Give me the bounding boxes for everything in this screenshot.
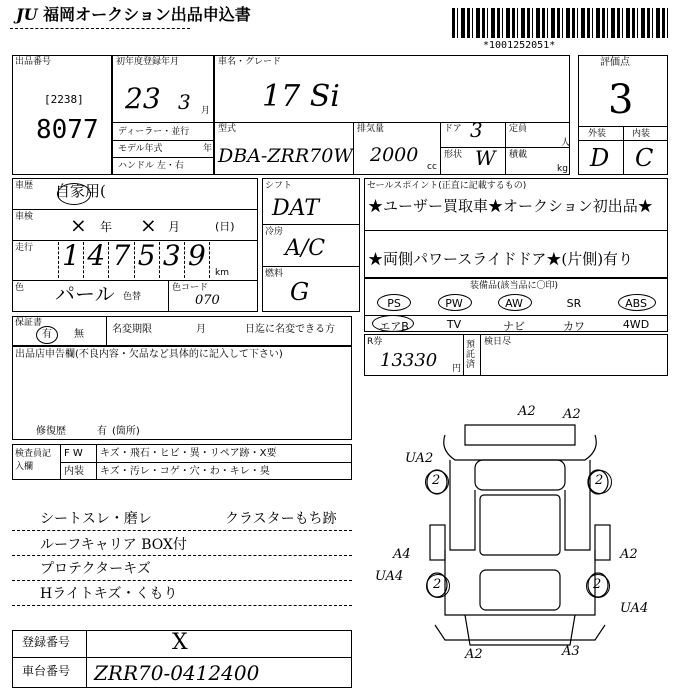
shift-label: シフト	[265, 181, 293, 191]
inspector-label: 検査員記入欄	[15, 449, 52, 472]
divider	[214, 122, 570, 123]
displacement-label: 排気量	[357, 124, 385, 134]
year-label: 初年度登録年月	[116, 57, 180, 67]
divider	[12, 657, 352, 658]
mileage-unit: km	[215, 268, 229, 278]
divider	[262, 266, 360, 267]
color-label: 色	[15, 283, 25, 293]
damage-mark: A2	[620, 547, 638, 562]
damage-circle	[425, 470, 449, 494]
damage-mark: 2	[433, 577, 442, 592]
equip-airbag: エアB	[379, 320, 409, 333]
divider	[463, 334, 464, 376]
door-label: ドア	[444, 124, 462, 134]
recycle-value: 13330	[380, 350, 438, 371]
warranty-yes: 有	[42, 329, 52, 340]
sales-label: セールスポイント(正直に記載するもの)	[367, 181, 527, 191]
damage-circle	[588, 470, 612, 494]
divider	[112, 140, 214, 141]
aw-circle	[498, 294, 532, 311]
title-text: 福岡オークション出品申込書	[43, 5, 251, 24]
damage-mark: A2	[465, 647, 483, 662]
shift-value: DAT	[272, 196, 319, 221]
ju-logo: JU	[16, 5, 38, 24]
divider	[112, 122, 214, 123]
report-label: 出品店申告欄(不良内容・欠品など具体的に記入して下さい)	[15, 349, 283, 360]
int-label: 内装	[64, 466, 84, 477]
usage-label: 車歴	[15, 181, 34, 191]
damage-mark: A2	[518, 404, 536, 419]
recycle-deposit: 預託済	[466, 340, 476, 370]
grade-ext-label: 外装	[588, 129, 607, 139]
divider	[12, 605, 352, 606]
divider	[440, 122, 441, 175]
divider	[480, 334, 481, 376]
model-year-label: モデル年式	[118, 144, 163, 154]
divider	[364, 230, 668, 231]
car-diagram	[395, 400, 635, 670]
damage-mark: A3	[562, 644, 580, 659]
divider	[12, 209, 258, 210]
int-items: キズ・汚レ・コゲ・穴・わ・キレ・臭	[100, 466, 270, 477]
chassis-label: 車台番号	[22, 664, 71, 678]
warranty-label: 保証書	[15, 318, 43, 328]
usage-circle	[57, 183, 91, 205]
handle-label: ハンドル 左・右	[118, 161, 184, 171]
inspection-label: 車検	[15, 212, 34, 222]
inspection-month: ×	[140, 213, 157, 237]
divider	[60, 462, 352, 463]
damage-mark: UA4	[620, 601, 649, 616]
damage-mark: UA2	[405, 451, 434, 466]
equip-tv: TV	[446, 318, 462, 331]
maint-label: 名変期限	[112, 324, 152, 335]
equip-sr: SR	[566, 297, 582, 310]
damage-mark: A4	[393, 547, 411, 562]
mileage-digit: 4	[83, 242, 108, 278]
damage-mark: A2	[563, 407, 581, 422]
lot-sub: [2238]	[44, 93, 84, 106]
divider	[12, 555, 352, 556]
history-label: 修復歴	[36, 426, 66, 437]
equip-abs: ABS	[625, 297, 647, 310]
note-5: Hライトキズ・くもり	[40, 586, 178, 602]
grade-ext: D	[590, 144, 610, 172]
ac-value: A/C	[285, 236, 326, 261]
mileage-digit: 7	[108, 242, 133, 278]
fw-label: F W	[64, 448, 83, 459]
capacity-label: 定員	[509, 124, 528, 134]
equip-pw: PW	[445, 297, 463, 310]
equip-4wd: 4WD	[622, 318, 650, 331]
divider	[86, 630, 87, 688]
sales-line2: ★両側パワースライドドア★(片側)有り	[368, 250, 634, 268]
history-value: 有	[97, 426, 107, 437]
inspection-year-unit: 年	[100, 220, 113, 234]
divider	[364, 315, 668, 316]
mileage-digit: 3	[159, 242, 184, 278]
year-month: 3	[178, 90, 191, 114]
mileage-digit: 1	[58, 242, 83, 278]
maint-note: 日迄に名変できる方	[245, 324, 335, 335]
divider	[10, 28, 190, 29]
recycle-unit: 円	[452, 364, 462, 374]
divider	[12, 280, 258, 281]
name-label: 車名・グレード	[218, 57, 282, 67]
divider	[12, 530, 352, 531]
damage-circle	[426, 574, 450, 598]
equip-navi: ナビ	[503, 320, 525, 333]
registration-label: 登録番号	[22, 635, 71, 649]
capacity-unit: 人	[561, 138, 571, 148]
grade-label: 評価点	[600, 57, 630, 68]
divider	[96, 444, 97, 480]
divider	[578, 140, 668, 141]
divider	[262, 224, 360, 225]
mileage-digit: 5	[134, 242, 159, 278]
note-4: プロテクターキズ	[40, 561, 151, 577]
lot-number: 8077	[36, 115, 99, 145]
color-code-label: 色コード	[172, 283, 209, 293]
mileage-digit: 9	[184, 242, 210, 278]
damage-mark: UA4	[375, 569, 404, 584]
door-value: 3	[470, 118, 483, 142]
damage-mark: 2	[432, 473, 441, 488]
airbag-circle	[372, 315, 414, 332]
type-value: DBA-ZRR70W	[218, 145, 353, 167]
barcode-number: *1001252051*	[483, 40, 556, 51]
divider	[505, 122, 506, 175]
recycle-date-label: 検日尽	[484, 337, 512, 347]
sales-line1: ★ユーザー買取車★オークション初出品★	[368, 197, 653, 215]
divider	[112, 157, 214, 158]
load-label: 積載	[509, 150, 528, 160]
chassis-value: ZRR70-0412400	[94, 661, 260, 685]
year-month-unit: 月	[201, 106, 211, 116]
lot-label: 出品番号	[15, 57, 52, 67]
shape-value: W	[475, 146, 496, 170]
shape-label: 形状	[444, 150, 463, 160]
divider	[353, 122, 354, 175]
divider	[12, 240, 258, 241]
fw-items: キズ・飛石・ヒビ・異・リペア跡・X要	[100, 448, 277, 459]
inspection-month-unit: 月	[168, 220, 181, 234]
maint-unit: 月	[196, 324, 206, 335]
color-value: パール	[55, 282, 115, 306]
color-code: 070	[195, 293, 220, 308]
inspection-year: ×	[70, 213, 87, 237]
note-1: シートスレ・磨レ	[40, 511, 152, 527]
form-title	[16, 2, 251, 25]
fuel-value: G	[290, 278, 310, 306]
divider	[12, 580, 352, 581]
ps-circle	[377, 294, 411, 311]
damage-mark: 2	[593, 577, 602, 592]
mileage-digits	[58, 239, 210, 278]
ac-label: 冷房	[265, 227, 284, 237]
load-unit: kg	[557, 164, 568, 174]
grade-value: 3	[608, 77, 634, 123]
divider	[623, 126, 624, 175]
warranty-circle	[36, 326, 58, 344]
dealer-label: ディーラー・並行	[118, 127, 190, 137]
equip-aw: AW	[505, 297, 523, 310]
registration-value: X	[172, 630, 188, 655]
note-3: ルーフキャリア BOX付	[40, 537, 187, 553]
displacement-value: 2000	[370, 144, 419, 166]
equip-leather: カワ	[563, 320, 585, 333]
inspection-day-unit: (日)	[215, 220, 235, 233]
note-2: クラスターもち跡	[225, 511, 337, 527]
recycle-label: R券	[367, 337, 383, 347]
grade-int: C	[635, 144, 654, 172]
damage-mark: 2	[595, 473, 604, 488]
warranty-no: 無	[74, 329, 84, 340]
usage-value: 自家用(	[55, 182, 106, 200]
mileage-label: 走行	[15, 243, 34, 253]
model-year-unit: 年	[203, 144, 213, 154]
damage-circle	[586, 574, 610, 598]
history-part: (箇所)	[112, 426, 140, 437]
divider	[106, 316, 107, 346]
barcode-icon	[452, 8, 668, 38]
abs-circle	[618, 294, 656, 311]
color-change-label: 色替	[123, 292, 142, 302]
fuel-label: 燃料	[265, 269, 284, 279]
pw-circle	[438, 294, 472, 311]
divider	[168, 280, 169, 312]
equipment-label: 装備品(該当品に〇印)	[470, 281, 559, 291]
type-label: 型式	[218, 124, 237, 134]
equip-ps: PS	[387, 297, 401, 310]
displacement-unit: cc	[427, 162, 437, 172]
year-value: 23	[125, 82, 161, 115]
name-value: 17 Si	[262, 79, 340, 114]
grade-int-label: 内装	[632, 129, 651, 139]
